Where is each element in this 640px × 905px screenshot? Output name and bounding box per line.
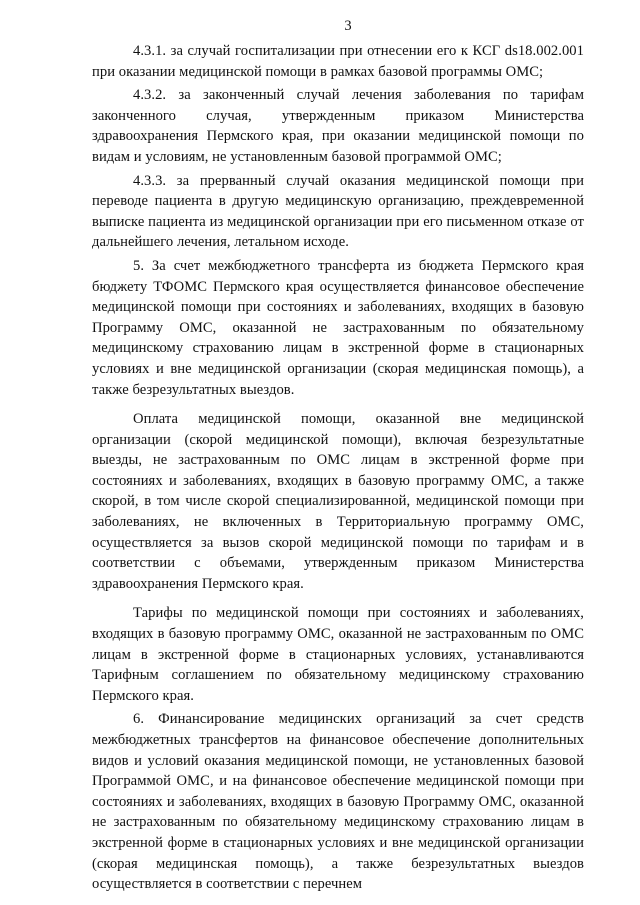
paragraph-6: 6. Финансирование медицинских организаций за счет средств межбюджетных трансфертов на финансовое обеспечение дополнительных видов и условий оказания медицинской помощи, не установленных базовой Программой ОМС, и на финансовое обеспечение медицинской помощи при состояниях и заболеваниях, входящих в базовую Программу ОМС, оказанной не застрахованным по обязательному медицинскому страхованию лицам в экстренной форме в стационарных условиях и вне медицинской организации (скорая медицинская помощь), а также безрезультатных выездов осуществляется в соответствии с перечнем [92,711,584,893]
paragraph-4-3-1: 4.3.1. за случай госпитализации при отнесении его к КСГ ds18.002.001 при оказании медицинской помощи в рамках базовой программы ОМС; [92,43,584,80]
paragraph-5: 5. За счет межбюджетного трансферта из бюджета Пермского края бюджету ТФОМС Пермского края осуществляется финансовое обеспечение медицинской помощи при состояниях и заболеваниях, входящих в базовую Программу ОМС, оказанной не застрахованным по обязательному медицинскому страхованию лицам в экстренной форме в стационарных условиях и вне медицинской организации (скорая медицинская помощь), а также безрезультатных выездов. [92,257,584,398]
page-number: 3 [344,18,352,34]
paragraph-payment: Оплата медицинской помощи, оказанной вне медицинской организации (скорой медицинской помощи), включая безрезультатные выезды, не застрахованным по ОМС лицам в экстренной форме при состояниях и заболеваниях, входящих в базовую программу ОМС, а также скорой, в том числе скорой специализированной, медицинской помощи при заболеваниях, не включенных в Территориальную программу ОМС, осуществляется за вызов скорой медицинской помощи по тарифам и в соответствии с объемами, утвержденным приказом Министерства здравоохранения Пермского края. [92,411,584,592]
paragraph-4-3-3: 4.3.3. за прерванный случай оказания медицинской помощи при переводе пациента в другую медицинскую организацию, преждевременной выписке пациента из медицинской организации при его письменном отказе от дальнейшего лечения, летальном исходе. [92,172,584,251]
paragraph-4-3-2: 4.3.2. за законченный случай лечения заболевания по тарифам законченного случая, утвержденным приказом Министерства здравоохранения Пермского края, при оказании медицинской помощи по видам и условиям, не установленным базовой программой ОМС; [92,87,584,165]
paragraph-tariffs: Тарифы по медицинской помощи при состояниях и заболеваниях, входящих в базовую программу ОМС, оказанной не застрахованным по ОМС лицам в экстренной форме в стационарных условиях, устанавливаются Тарифным соглашением по обязательному медицинскому страхованию Пермского края. [92,605,584,704]
